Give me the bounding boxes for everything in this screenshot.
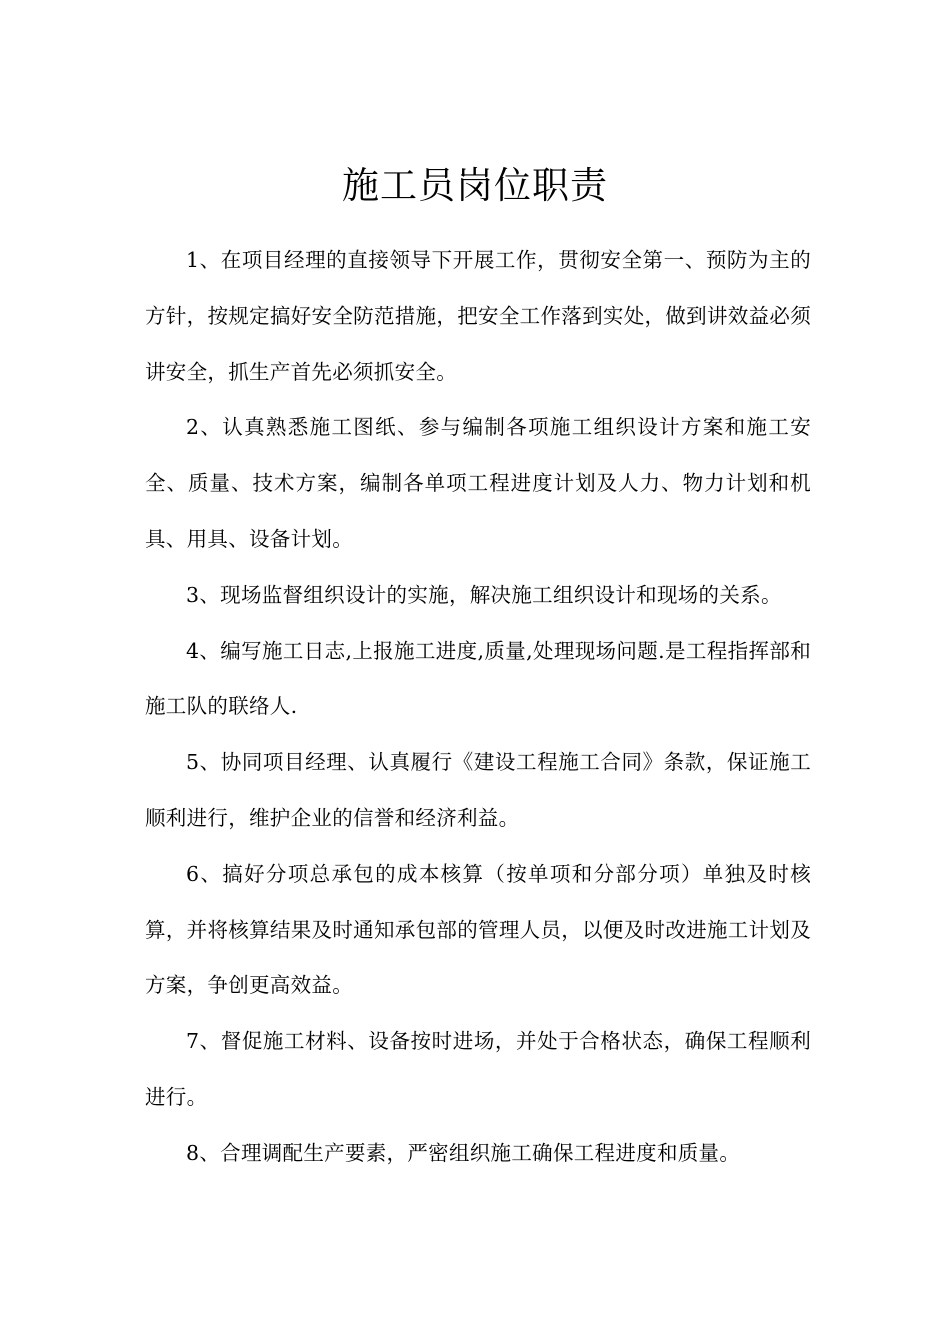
duty-item-6: 6、搞好分项总承包的成本核算（按单项和分部分项）单独及时核算，并将核算结果及时通知承包部的管理人员，以便及时改进施工计划及方案，争创更高效益。 (145, 861, 811, 998)
document-title: 施工员岗位职责 (342, 164, 608, 207)
duty-item-8: 8、合理调配生产要素，严密组织施工确保工程进度和质量。 (186, 1140, 741, 1165)
duty-item-2: 2、认真熟悉施工图纸、参与编制各项施工组织设计方案和施工安全、质量、技术方案，编制各单项工程进度计划及人力、物力计划和机具、用具、设备计划。 (145, 415, 811, 551)
duty-item-7: 7、督促施工材料、设备按时进场，并处于合格状态，确保工程顺利进行。 (145, 1029, 811, 1109)
duty-item-4: 4、编写施工日志,上报施工进度,质量,处理现场问题.是工程指挥部和施工队的联络人. (145, 638, 811, 719)
duty-item-3: 3、现场监督组织设计的实施，解决施工组织设计和现场的关系。 (186, 582, 782, 607)
document-body (145, 233, 811, 1182)
duty-item-1: 1、在项目经理的直接领导下开展工作，贯彻安全第一、预防为主的方针，按规定搞好安全防范措施，把安全工作落到实处，做到讲效益必须讲安全，抓生产首先必须抓安全。 (145, 248, 811, 384)
duty-item-5: 5、协同项目经理、认真履行《建设工程施工合同》条款，保证施工顺利进行，维护企业的信誉和经济利益。 (145, 750, 811, 830)
